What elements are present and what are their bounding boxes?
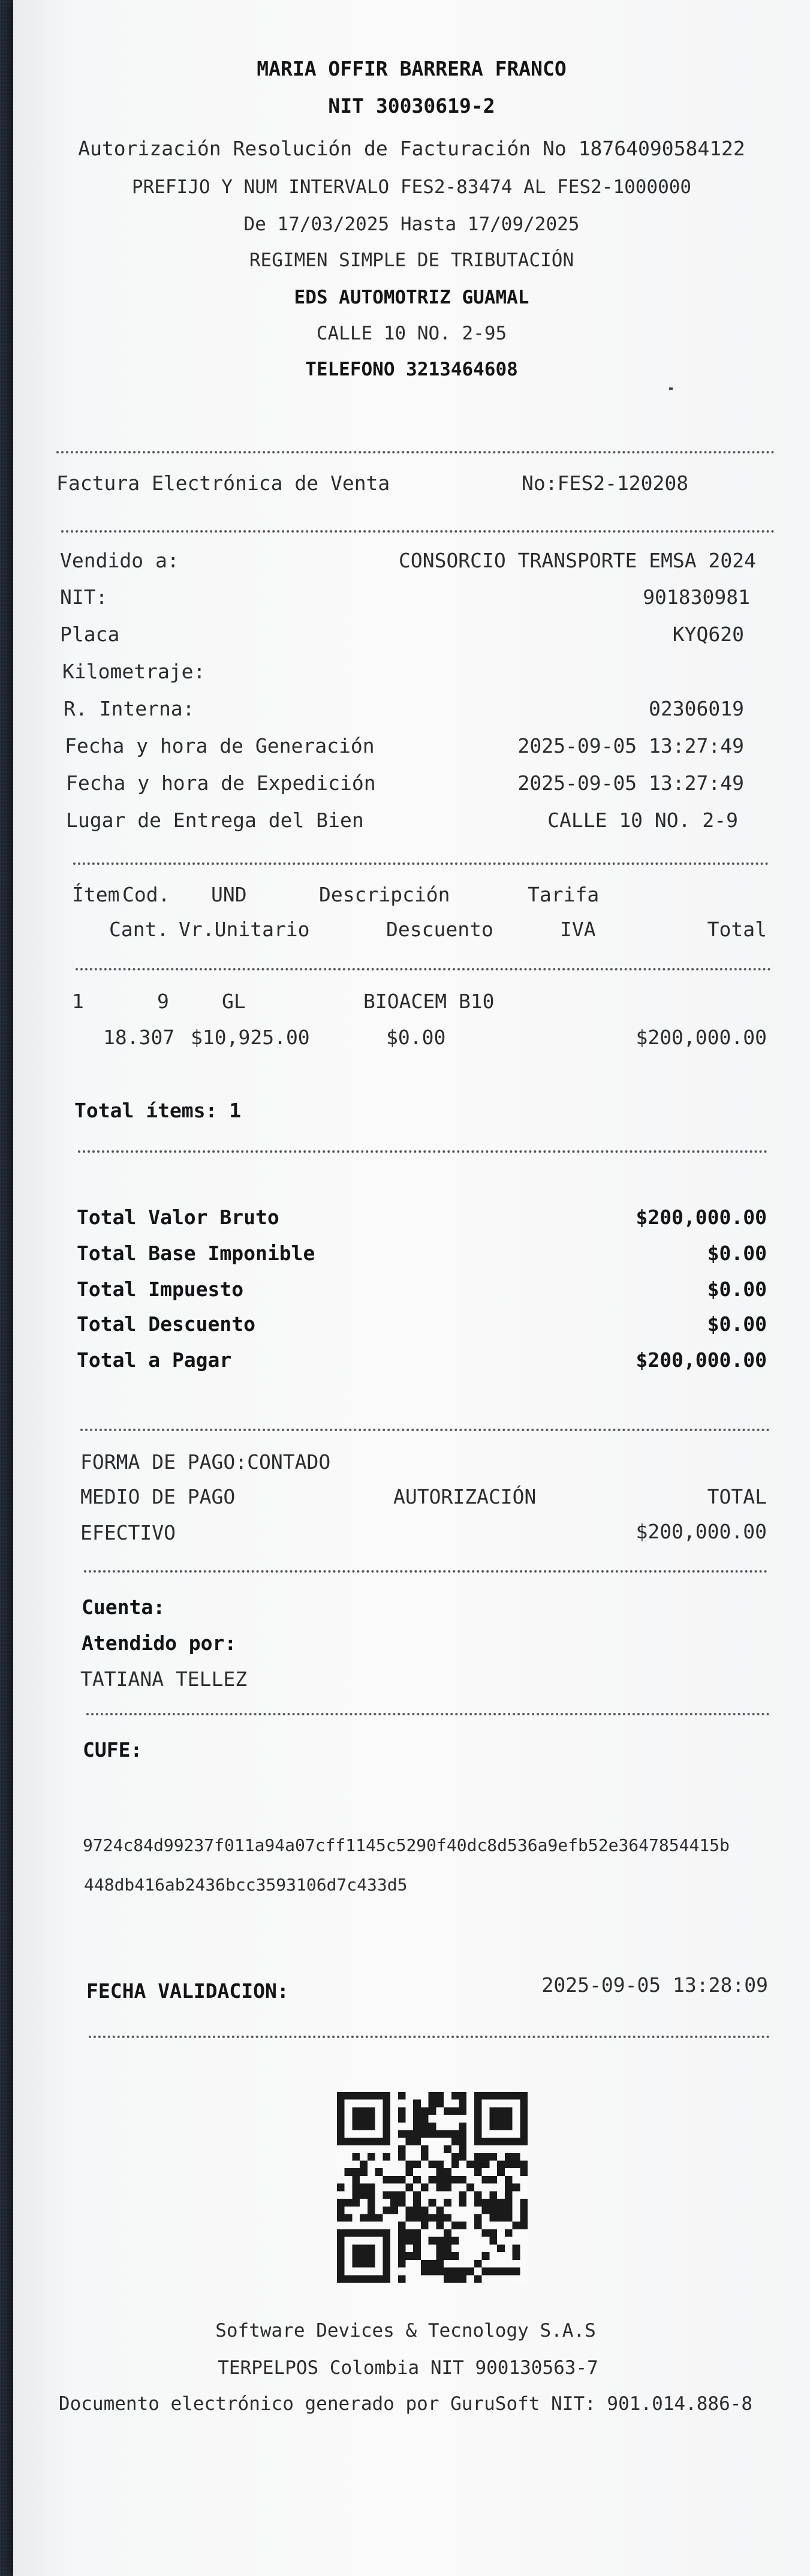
gross-total-value: $200,000.00	[636, 1206, 767, 1229]
station-name: EDS AUTOMOTRIZ GUAMAL	[294, 287, 529, 308]
authorization-header: AUTORIZACIÓN	[393, 1485, 537, 1508]
col-header-code: Cod.	[122, 883, 170, 906]
customer-nit-value: 901830981	[643, 585, 750, 609]
delivery-place-label: Lugar de Entrega del Bien	[66, 808, 364, 832]
divider	[73, 862, 769, 865]
payment-method: EFECTIVO	[80, 1521, 176, 1544]
internal-ref-label: R. Interna:	[64, 697, 195, 720]
tax-regime: REGIMEN SIMPLE DE TRIBUTACIÓN	[249, 250, 574, 271]
footer-pos-provider: TERPELPOS Colombia NIT 900130563-7	[218, 2357, 598, 2379]
cufe-line-1: 9724c84d99237f011a94a07cff1145c5290f40dc8d536a9efb52e3647854415b	[83, 1835, 730, 1855]
total-tax-label: Total Impuesto	[77, 1278, 244, 1301]
divider	[61, 530, 775, 533]
divider	[84, 1570, 767, 1573]
validation-datetime: 2025-09-05 13:28:09	[541, 1973, 768, 1997]
divider	[76, 968, 771, 970]
total-discount-value: $0.00	[707, 1312, 767, 1336]
plate-value: KYQ620	[672, 623, 744, 646]
receipt-paper	[13, 0, 810, 2576]
total-discount-label: Total Descuento	[77, 1312, 256, 1336]
col-header-unit-price: Vr.Unitario	[179, 918, 310, 941]
item-code: 9	[157, 990, 169, 1013]
col-header-item: Ítem	[72, 883, 120, 906]
cufe-label: CUFE:	[83, 1738, 143, 1762]
mileage-label: Kilometraje:	[62, 660, 206, 683]
issue-datetime-value: 2025-09-05 13:27:49	[517, 771, 744, 795]
footer-generated-by: Documento electrónico generado por GuruSoft NIT: 901.014.886-8	[58, 2393, 753, 2415]
col-header-discount: Descuento	[386, 918, 493, 941]
station-phone: TELEFONO 3213464608	[305, 359, 518, 380]
item-total: $200,000.00	[636, 1026, 767, 1049]
divider	[78, 1150, 767, 1153]
delivery-place-value: CALLE 10 NO. 2-9	[547, 808, 738, 832]
item-number: 1	[72, 990, 84, 1013]
business-name: MARIA OFFIR BARRERA FRANCO	[257, 57, 567, 80]
col-header-unit: UND	[211, 883, 247, 906]
prefix-range: PREFIJO Y NUM INTERVALO FES2-83474 AL FES2-1000000	[131, 176, 692, 198]
issue-datetime-label: Fecha y hora de Expedición	[66, 771, 376, 795]
item-unit: GL	[222, 990, 246, 1013]
account-label: Cuenta:	[82, 1595, 165, 1619]
item-description: BIOACEM B10	[363, 990, 495, 1013]
sold-to-label: Vendido a:	[60, 549, 179, 572]
divider	[56, 451, 775, 453]
cufe-line-2: 448db416ab2436bcc3593106d7c433d5	[84, 1875, 408, 1895]
qr-code	[337, 2092, 528, 2283]
station-address: CALLE 10 NO. 2-95	[316, 323, 507, 344]
attendant-name: TATIANA TELLEZ	[80, 1667, 248, 1691]
col-header-iva: IVA	[560, 918, 596, 941]
payment-amount: $200,000.00	[636, 1520, 767, 1543]
taxable-base-label: Total Base Imponible	[77, 1242, 315, 1265]
customer-nit-label: NIT:	[60, 585, 108, 609]
item-unit-price: $10,925.00	[191, 1026, 310, 1049]
sold-to-value: CONSORCIO TRANSPORTE EMSA 2024	[398, 549, 756, 572]
generation-datetime-label: Fecha y hora de Generación	[65, 734, 375, 758]
col-header-quantity: Cant.	[109, 918, 169, 941]
validity-range: De 17/03/2025 Hasta 17/09/2025	[243, 214, 580, 235]
footer-vendor: Software Devices & Tecnology S.A.S	[215, 2320, 596, 2341]
col-header-rate: Tarifa	[528, 883, 600, 906]
col-header-description: Descripción	[319, 883, 450, 906]
authorization-text: Autorización Resolución de Facturación No 18764090584122	[78, 137, 745, 160]
total-tax-value: $0.00	[707, 1278, 767, 1301]
business-nit: NIT 30030619-2	[328, 94, 495, 118]
divider	[86, 1713, 770, 1715]
gross-total-label: Total Valor Bruto	[77, 1206, 279, 1229]
divider	[89, 2036, 770, 2038]
payment-total-header: TOTAL	[707, 1485, 767, 1508]
total-items: Total ítems: 1	[74, 1099, 242, 1122]
generation-datetime-value: 2025-09-05 13:27:49	[517, 734, 744, 758]
amount-due-value: $200,000.00	[636, 1348, 767, 1372]
ink-mark	[669, 387, 673, 390]
internal-ref-value: 02306019	[649, 697, 744, 720]
item-discount: $0.00	[386, 1026, 446, 1049]
attended-by-label: Atendido por:	[82, 1631, 237, 1655]
divider	[80, 1429, 770, 1431]
item-quantity: 18.307	[103, 1026, 175, 1049]
payment-method-header: MEDIO DE PAGO	[80, 1485, 236, 1508]
validation-label: FECHA VALIDACION:	[86, 1979, 289, 2003]
amount-due-label: Total a Pagar	[77, 1348, 232, 1372]
taxable-base-value: $0.00	[707, 1242, 767, 1265]
invoice-type: Factura Electrónica de Venta	[56, 471, 390, 495]
invoice-number: No:FES2-120208	[522, 471, 689, 495]
plate-label: Placa	[60, 623, 120, 646]
payment-form: FORMA DE PAGO:CONTADO	[80, 1450, 331, 1474]
col-header-total: Total	[707, 918, 767, 941]
